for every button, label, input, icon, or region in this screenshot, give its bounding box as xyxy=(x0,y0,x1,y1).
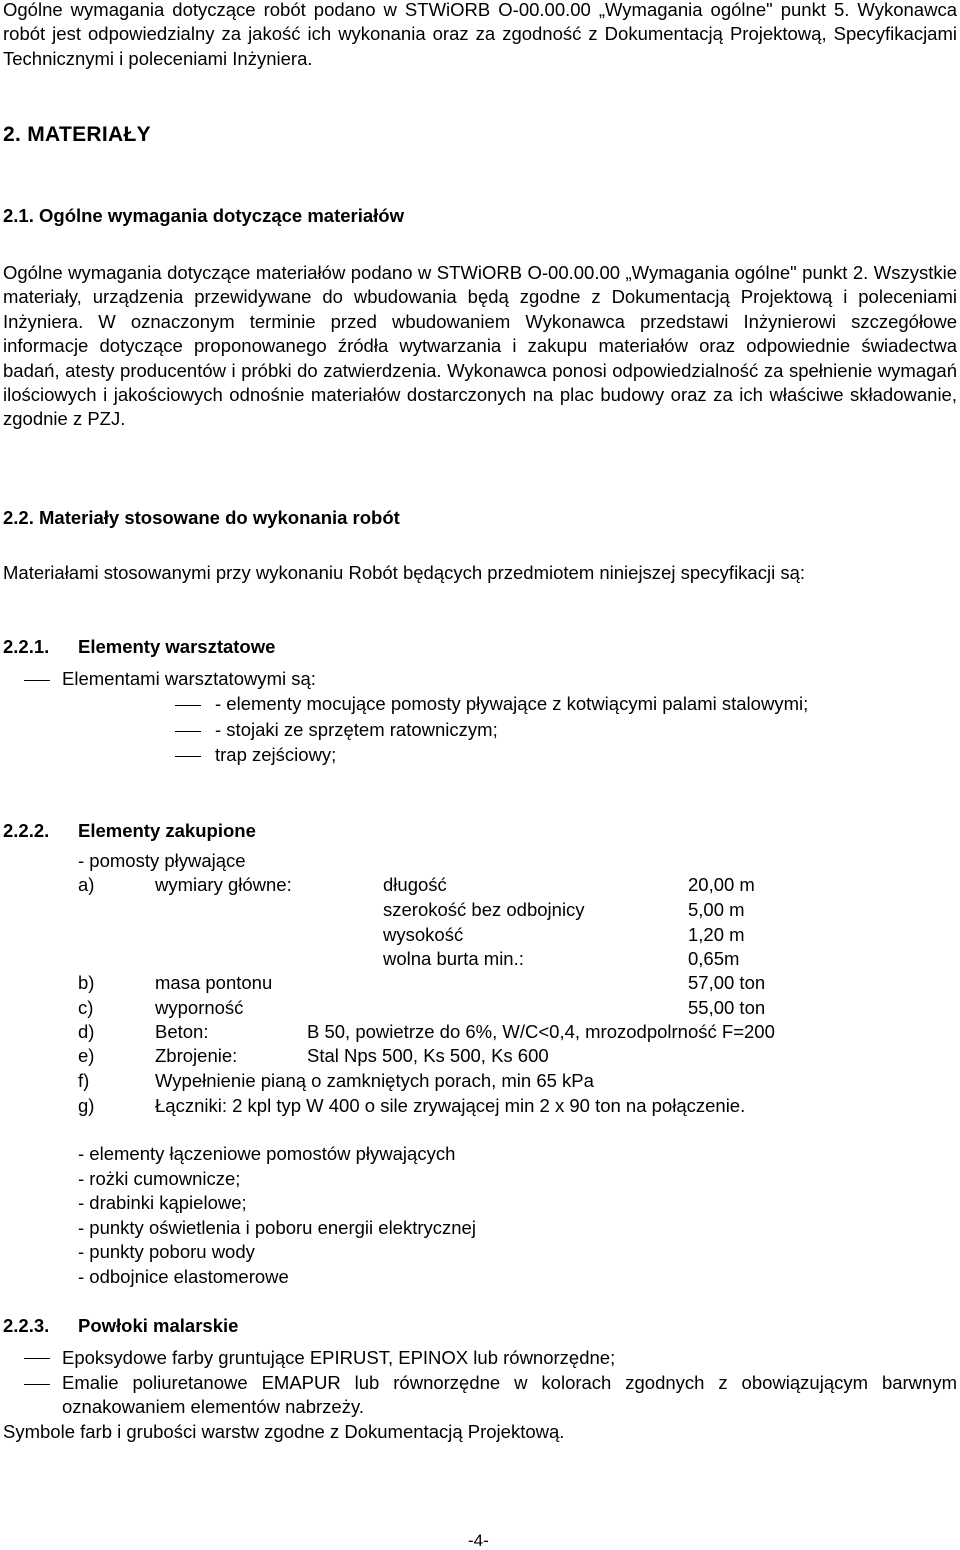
section-2-2-2-subtitle: - pomosty pływające xyxy=(78,850,246,871)
section-2-1-heading: 2.1. Ogólne wymagania dotyczące materiałów xyxy=(3,205,404,226)
item-value: 57,00 ton xyxy=(688,972,766,993)
section-2-2-1-title: Elementy warsztatowe xyxy=(78,636,276,657)
dimension-value: 0,65m xyxy=(688,948,740,969)
item-label: wyporność xyxy=(155,997,244,1018)
list-item: - rożki cumownicze; xyxy=(78,1168,241,1189)
item-label: Beton: xyxy=(155,1021,209,1042)
list-item: - odbojnice elastomerowe xyxy=(78,1266,289,1287)
dimension-name: długość xyxy=(383,874,447,895)
dash-bullet xyxy=(175,705,201,706)
section-title: 2. MATERIAŁY xyxy=(3,123,151,146)
section-2-2-2-title: Elementy zakupione xyxy=(78,820,256,841)
dash-bullet xyxy=(175,731,201,732)
list-item: - stojaki ze sprzętem ratowniczym; xyxy=(215,719,498,740)
section-2-2-1-lead: Elementami warsztatowymi są: xyxy=(62,668,316,689)
section-2-2-heading: 2.2. Materiały stosowane do wykonania robót xyxy=(3,507,400,528)
list-item: - elementy łączeniowe pomostów pływających xyxy=(78,1143,456,1164)
section-2-2-3-title: Powłoki malarskie xyxy=(78,1315,239,1336)
page-number: -4- xyxy=(468,1531,489,1550)
dash-bullet xyxy=(24,680,50,681)
item-spec: B 50, powietrze do 6%, W/C<0,4, mrozodpolrność F=200 xyxy=(307,1021,775,1042)
section-2-2-3-number: 2.2.3. xyxy=(3,1315,50,1336)
item-letter: d) xyxy=(78,1021,95,1042)
item-label: Zbrojenie: xyxy=(155,1045,238,1066)
item-letter: g) xyxy=(78,1095,95,1116)
dimension-value: 5,00 m xyxy=(688,899,745,920)
section-2-2-1-number: 2.2.1. xyxy=(3,636,50,657)
dimension-name: wysokość xyxy=(383,924,464,945)
section-2-2-2-number: 2.2.2. xyxy=(3,820,50,841)
item-label: Wypełnienie pianą o zamkniętych porach, min 65 kPa xyxy=(155,1070,594,1091)
dimension-name: wolna burta min.: xyxy=(383,948,524,969)
list-item: Epoksydowe farby gruntujące EPIRUST, EPINOX lub równorzędne; xyxy=(62,1347,616,1368)
dash-bullet xyxy=(175,756,201,757)
list-item: - punkty oświetlenia i poboru energii elektrycznej xyxy=(78,1217,476,1238)
item-letter: c) xyxy=(78,997,94,1018)
item-value: 55,00 ton xyxy=(688,997,766,1018)
item-label: masa pontonu xyxy=(155,972,273,993)
list-item: - drabinki kąpielowe; xyxy=(78,1192,247,1213)
dash-bullet xyxy=(24,1358,50,1359)
section-2-1-paragraph: Ogólne wymagania dotyczące materiałów podano w STWiORB O-00.00.00 „Wymagania ogólne" punkt 2. Wszystkie materiały, urządzenia przewidywane do wbudowania będą zgodne z Dokumentacją Projektową i poleceniami Inżyniera. W oznaczonym terminie przed wbudowaniem Wykonawca przedstawi Inżynierowi szczegółowe informacje dotyczące proponowanego źródła wytwarzania i zakupu materiałów oraz odpowiednie świadectwa badań, atesty producentów i próbki do zatwierdzenia. Wykonawca ponosi odpowiedzialność za spełnienie wymagań ilościowych i jakościowych odnośnie materiałów dostarczonych na plac budowy oraz za ich właściwe składowanie, zgodnie z PZJ. xyxy=(3,262,957,430)
item-letter: f) xyxy=(78,1070,90,1091)
item-letter: b) xyxy=(78,972,95,993)
list-item: trap zejściowy; xyxy=(215,744,337,765)
list-item: - punkty poboru wody xyxy=(78,1241,255,1262)
dimension-name: szerokość bez odbojnicy xyxy=(383,899,585,920)
item-label: Łączniki: 2 kpl typ W 400 o sile zrywającej min 2 x 90 ton na połączenie. xyxy=(155,1095,746,1116)
item-letter: a) xyxy=(78,874,95,895)
dimension-value: 1,20 m xyxy=(688,924,745,945)
item-spec: Stal Nps 500, Ks 500, Ks 600 xyxy=(307,1045,549,1066)
list-item: Emalie poliuretanowe EMAPUR lub równorzędne w kolorach zgodnych z obowiązującym barwnym oznakowaniem elementów nabrzeży. xyxy=(62,1372,957,1418)
dimension-value: 20,00 m xyxy=(688,874,755,895)
list-item: - elementy mocujące pomosty pływające z kotwiącymi palami stalowymi; xyxy=(215,693,809,714)
item-label: wymiary główne: xyxy=(155,874,292,895)
section-2-2-3-closing: Symbole farb i grubości warstw zgodne z Dokumentacją Projektową. xyxy=(3,1421,565,1442)
section-2-2-paragraph: Materiałami stosowanymi przy wykonaniu Robót będących przedmiotem niniejszej specyfikacji są: xyxy=(3,562,806,583)
item-letter: e) xyxy=(78,1045,95,1066)
dash-bullet xyxy=(24,1384,50,1385)
intro-paragraph: Ogólne wymagania dotyczące robót podano w STWiORB O-00.00.00 „Wymagania ogólne" punkt 5. Wykonawca robót jest odpowiedzialny za jakość ich wykonania oraz za zgodność z Dokumentacją Projektową, Specyfikacjami Technicznymi i poleceniami Inżyniera. xyxy=(3,0,957,69)
